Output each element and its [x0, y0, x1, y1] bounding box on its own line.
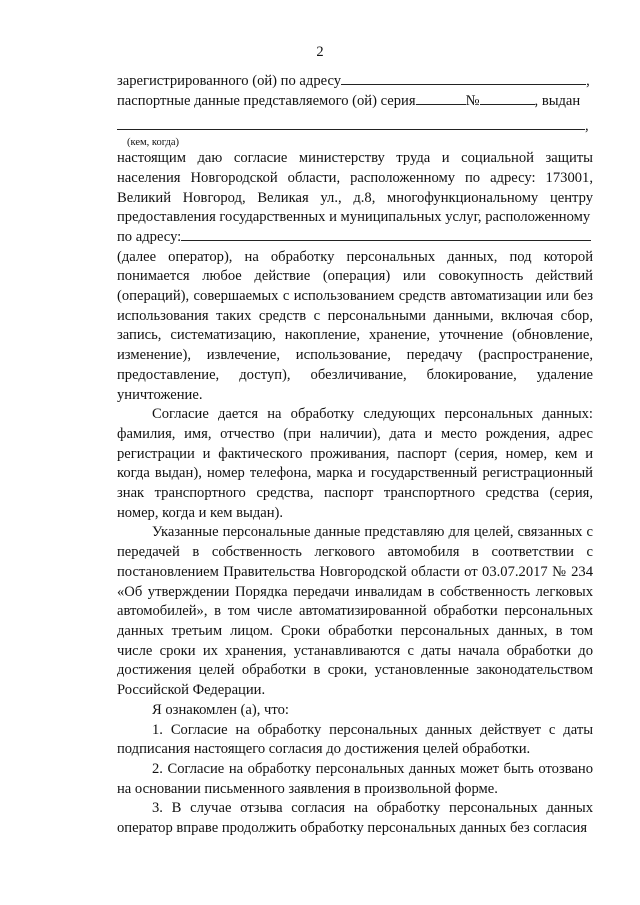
paragraph-item-3: 3. В случае отзыва согласия на обработку персональных данных оператор вправе продолжить обработку персональных данных без согласия [117, 800, 593, 837]
operator-address-field[interactable] [181, 228, 591, 241]
paragraph-item-1: 1. Согласие на обработку персональных данных действует с даты подписания настоящего согласия до достижения целей обработки. [117, 721, 593, 758]
passport-line [117, 92, 593, 112]
registered-address-label: зарегистрированного (ой) по адресу [117, 73, 342, 89]
paragraph-purposes: Указанные персональные данные представляю для целей, связанных с передачей в собственность легкового автомобиля в соответствии с постановлением Правительства Новгородской области от 03.07.2017 № 234 «Об утверждении Порядка передачи инвалидам в собственность легковых автомобилей», в том числе автоматизированной обработки персональных данных третьим лицом. Сроки обработки персональных данных, в том числе сроки их хранения, устанавливаются с даты начала обработки до достижения целей обработки в сроки, установленные законодательством Российской Федерации. [117, 524, 593, 699]
consent-intro: настоящим даю согласие министерству труда и социальной защиты населения Новгородской области, расположенному по адресу: 173001, Великий Новгород, Великая ул., д.8, многофункциональному центру предоставления государственных и муниципальных услуг, расположенному [117, 150, 593, 226]
passport-number-label: № [465, 92, 480, 109]
registered-address-trail: , [586, 73, 590, 89]
operator-address-label: по адресу: [117, 228, 182, 245]
issued-by-line [117, 117, 593, 137]
registered-address-line [117, 72, 593, 92]
passport-series-field[interactable] [416, 92, 466, 105]
document-body [117, 72, 593, 839]
passport-number-field[interactable] [480, 92, 535, 105]
operator-definition: (далее оператор), на обработку персональных данных, под которой понимается любое действие (операция) или совокупность действий (операций), совершаемых с использованием средств автоматизации или без использования таких средств с персональными данными, включая сбор, запись, систематизацию, накопление, хранение, уточнение (обновление, изменение), извлечение, использование, передачу (распространение, предоставление, доступ), обезличивание, блокирование, удаление уничтожение. [117, 248, 593, 403]
issued-by-hint: (кем, когда) [127, 137, 179, 149]
paragraph-acknowledged: Я ознакомлен (а), что: [152, 701, 289, 718]
passport-label: паспортные данные представляемого (ой) серия [117, 92, 416, 109]
issued-by-trail: , [585, 118, 589, 135]
operator-address-line [117, 228, 593, 248]
issued-by-field[interactable] [117, 117, 585, 130]
passport-issued-label: , выдан [534, 92, 581, 109]
paragraph-personal-data: Согласие дается на обработку следующих персональных данных: фамилия, имя, отчество (при наличии), дата и место рождения, адрес регистрации и фактического проживания, паспорт (серия, номер, кем и когда выдан), номер телефона, марка и государственный регистрационный знак транспортного средства, паспорт транспортного средства (серия, номер, когда и кем выдан). [117, 406, 593, 521]
paragraph-item-2: 2. Согласие на обработку персональных данных может быть отозвано на основании письменного заявления в произвольной форме. [117, 760, 593, 797]
registered-address-field[interactable] [341, 72, 586, 85]
page-number: 2 [316, 44, 324, 60]
